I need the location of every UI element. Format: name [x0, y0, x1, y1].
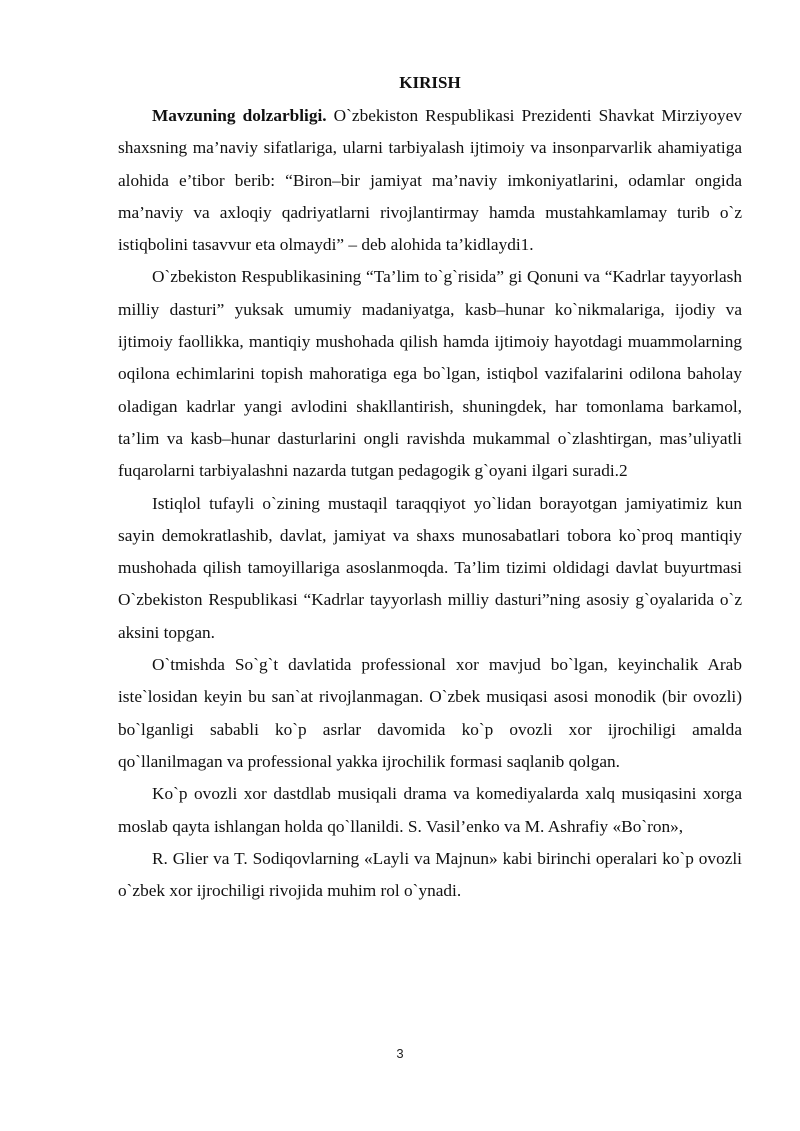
paragraph-text: O`zbekiston Respublikasi Prezidenti Shavkat Mirziyoyev shaxsning ma’naviy sifatlariga, ularni tarbiyalash ijtimoiy va insonparvarlik ahamiyatiga alohida e’tibor berib: “Biron–bir jamiyat ma’naviy imkoniyatlarini, odamlar ongida ma’naviy va axloqiy qadriyatlarni rivojlantirmay hamda mustahkamlamay turib o`z istiqbolini tasavvur eta olmaydi” – deb alohida ta’kidlaydi1. — [118, 106, 742, 255]
paragraph-lead: Mavzuning dolzarbligi. — [152, 106, 327, 125]
section-heading: KIRISH — [399, 73, 461, 92]
document-page — [118, 72, 742, 907]
paragraph-history: O`tmishda So`g`t davlatida professional xor mavjud bo`lgan, keyinchalik Arab iste`losidan keyin bu san`at rivojlanmagan. O`zbek musiqasi asosi monodik (bir ovozli) bo`lganligi sababli ko`p asrlar davomida ko`p ovozli xor ijrochiligi amalda qo`llanilmagan va professional yakka ijrochilik formasi saqlanib qolgan. — [118, 655, 742, 771]
paragraph-polyphonic-choir: Ko`p ovozli xor dastdlab musiqali drama va komediyalarda xalq musiqasini xorga moslab qayta ishlangan holda qo`llanildi. S. Vasil’enko va M. Ashrafiy «Bo`ron», — [118, 784, 742, 836]
paragraph-education-law: O`zbekiston Respublikasining “Ta’lim to`g`risida” gi Qonuni va “Kadrlar tayyorlash milliy dasturi” yuksak umumiy madaniyatga, kasb–hunar ko`nikmalariga, ijodiy va ijtimoiy faollikka, mantiqiy mushohada qilish hamda ijtimoiy hayotdagi muammolarning oqilona echimlarini topish mahoratiga ega bo`lgan, istiqbol vazifalarini odilona baholay oladigan kadrlar yangi avlodini shakllantirish, shuningdek, har tomonlama barkamol, ta’lim va kasb–hunar dasturlarini ongli ravishda mukammal o`zlashtirgan, mas’uliyatli fuqarolarni tarbiyalashni nazarda tutgan pedagogik g`oyani ilgari suradi.2 — [118, 267, 742, 481]
paragraph-independence: Istiqlol tufayli o`zining mustaqil taraqqiyot yo`lidan borayotgan jamiyatimiz kun sayin demokratlashib, davlat, jamiyat va shaxs munosabatlari tobora ko`proq mantiqiy mushohada qilish tamoyillariga asoslanmoqda. Ta’lim tizimi oldidagi davlat buyurtmasi O`zbekiston Respublikasi “Kadrlar tayyorlash milliy dasturi”ning asosiy g`oyalarida o`z aksini topgan. — [118, 493, 742, 642]
paragraph-relevance — [118, 100, 742, 261]
page-number: 3 — [396, 1046, 404, 1061]
paragraph-operas: R. Glier va T. Sodiqovlarning «Layli va Majnun» kabi birinchi operalari ko`p ovozli o`zbek xor ijrochiligi rivojida muhim rol o`ynadi. — [118, 848, 742, 901]
